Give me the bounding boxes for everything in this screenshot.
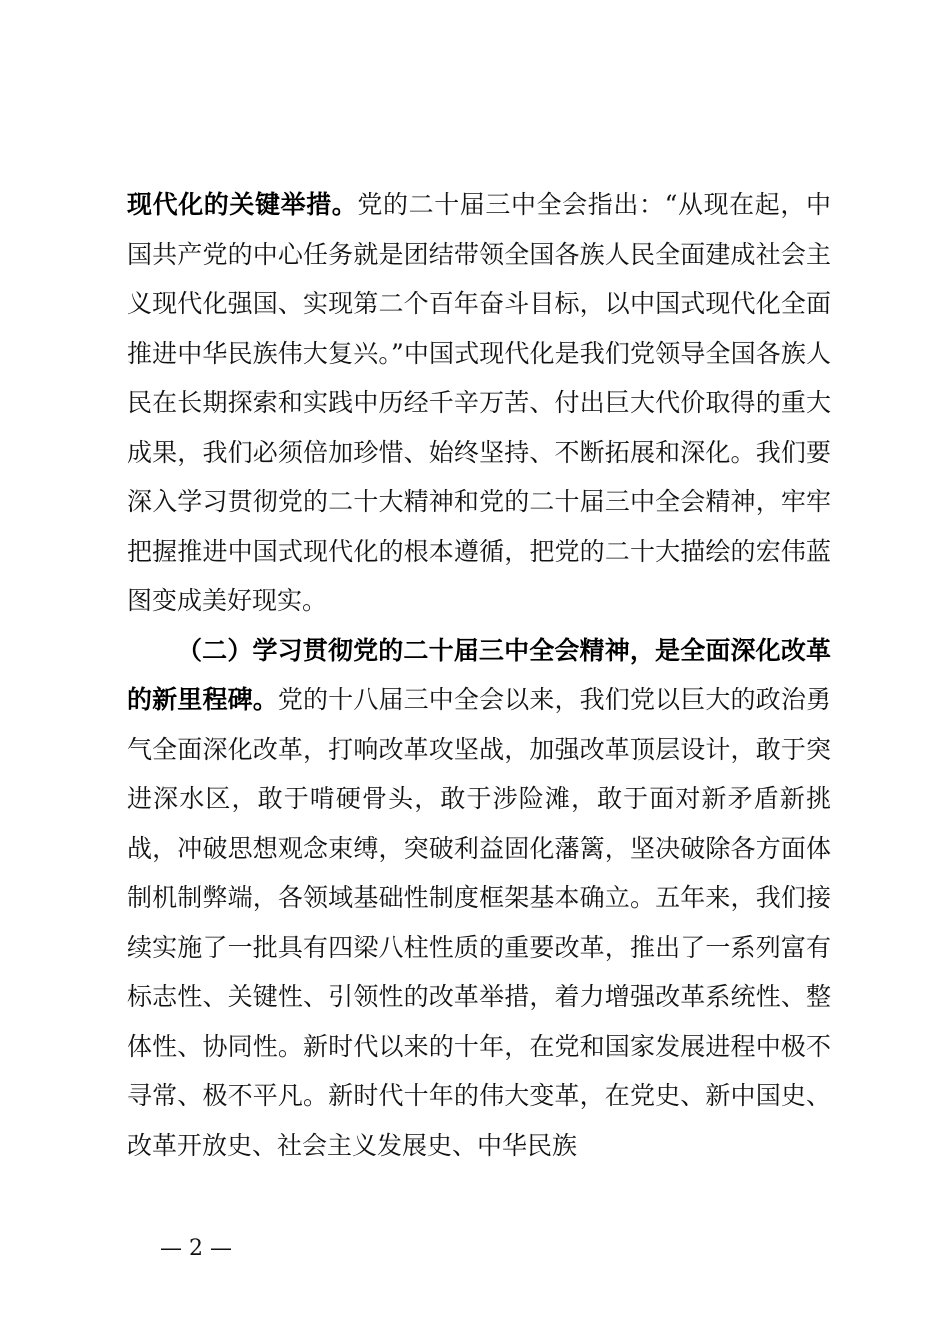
paragraph-2-text: 党的十八届三中全会以来，我们党以巨大的政治勇气全面深化改革，打响改革攻坚战，加强改革顶层设计，敢于突进深水区，敢于啃硬骨头，敢于涉险滩，敢于面对新矛盾新挑战，冲破思想观念束缚，突破利益固化藩篱，坚决破除各方面体制机制弊端，各领域基础性制度框架基本确立。五年来，我们接续实施了一批具有四梁八柱性质的重要改革，推出了一系列富有标志性、关键性、引领性的改革举措，着力增强改革系统性、整体性、协同性。新时代以来的十年，在党和国家发展进程中极不寻常、极不平凡。新时代十年的伟大变革，在党史、新中国史、改革开放史、社会主义发展史、中华民族 — [127, 685, 831, 1160]
paragraph-1 — [127, 180, 831, 626]
paragraph-2-heading: （二）学习贯彻党的二十届三中全会精神，是全面深化改革的新里程碑。 — [127, 635, 831, 714]
document-body — [127, 180, 831, 1170]
paragraph-2 — [127, 626, 831, 1171]
page-number: — 2 — — [160, 1236, 232, 1261]
paragraph-1-heading: 现代化的关键举措。 — [127, 190, 358, 219]
paragraph-1-text: 党的二十届三中全会指出：“从现在起，中国共产党的中心任务就是团结带领全国各族人民全面建成社会主义现代化强国、实现第二个百年奋斗目标，以中国式现代化全面推进中华民族伟大复兴。”中国式现代化是我们党领导全国各族人民在长期探索和实践中历经千辛万苦、付出巨大代价取得的重大成果，我们必须倍加珍惜、始终坚持、不断拓展和深化。我们要深入学习贯彻党的二十大精神和党的二十届三中全会精神，牢牢把握推进中国式现代化的根本遵循，把党的二十大描绘的宏伟蓝图变成美好现实。 — [127, 190, 831, 615]
